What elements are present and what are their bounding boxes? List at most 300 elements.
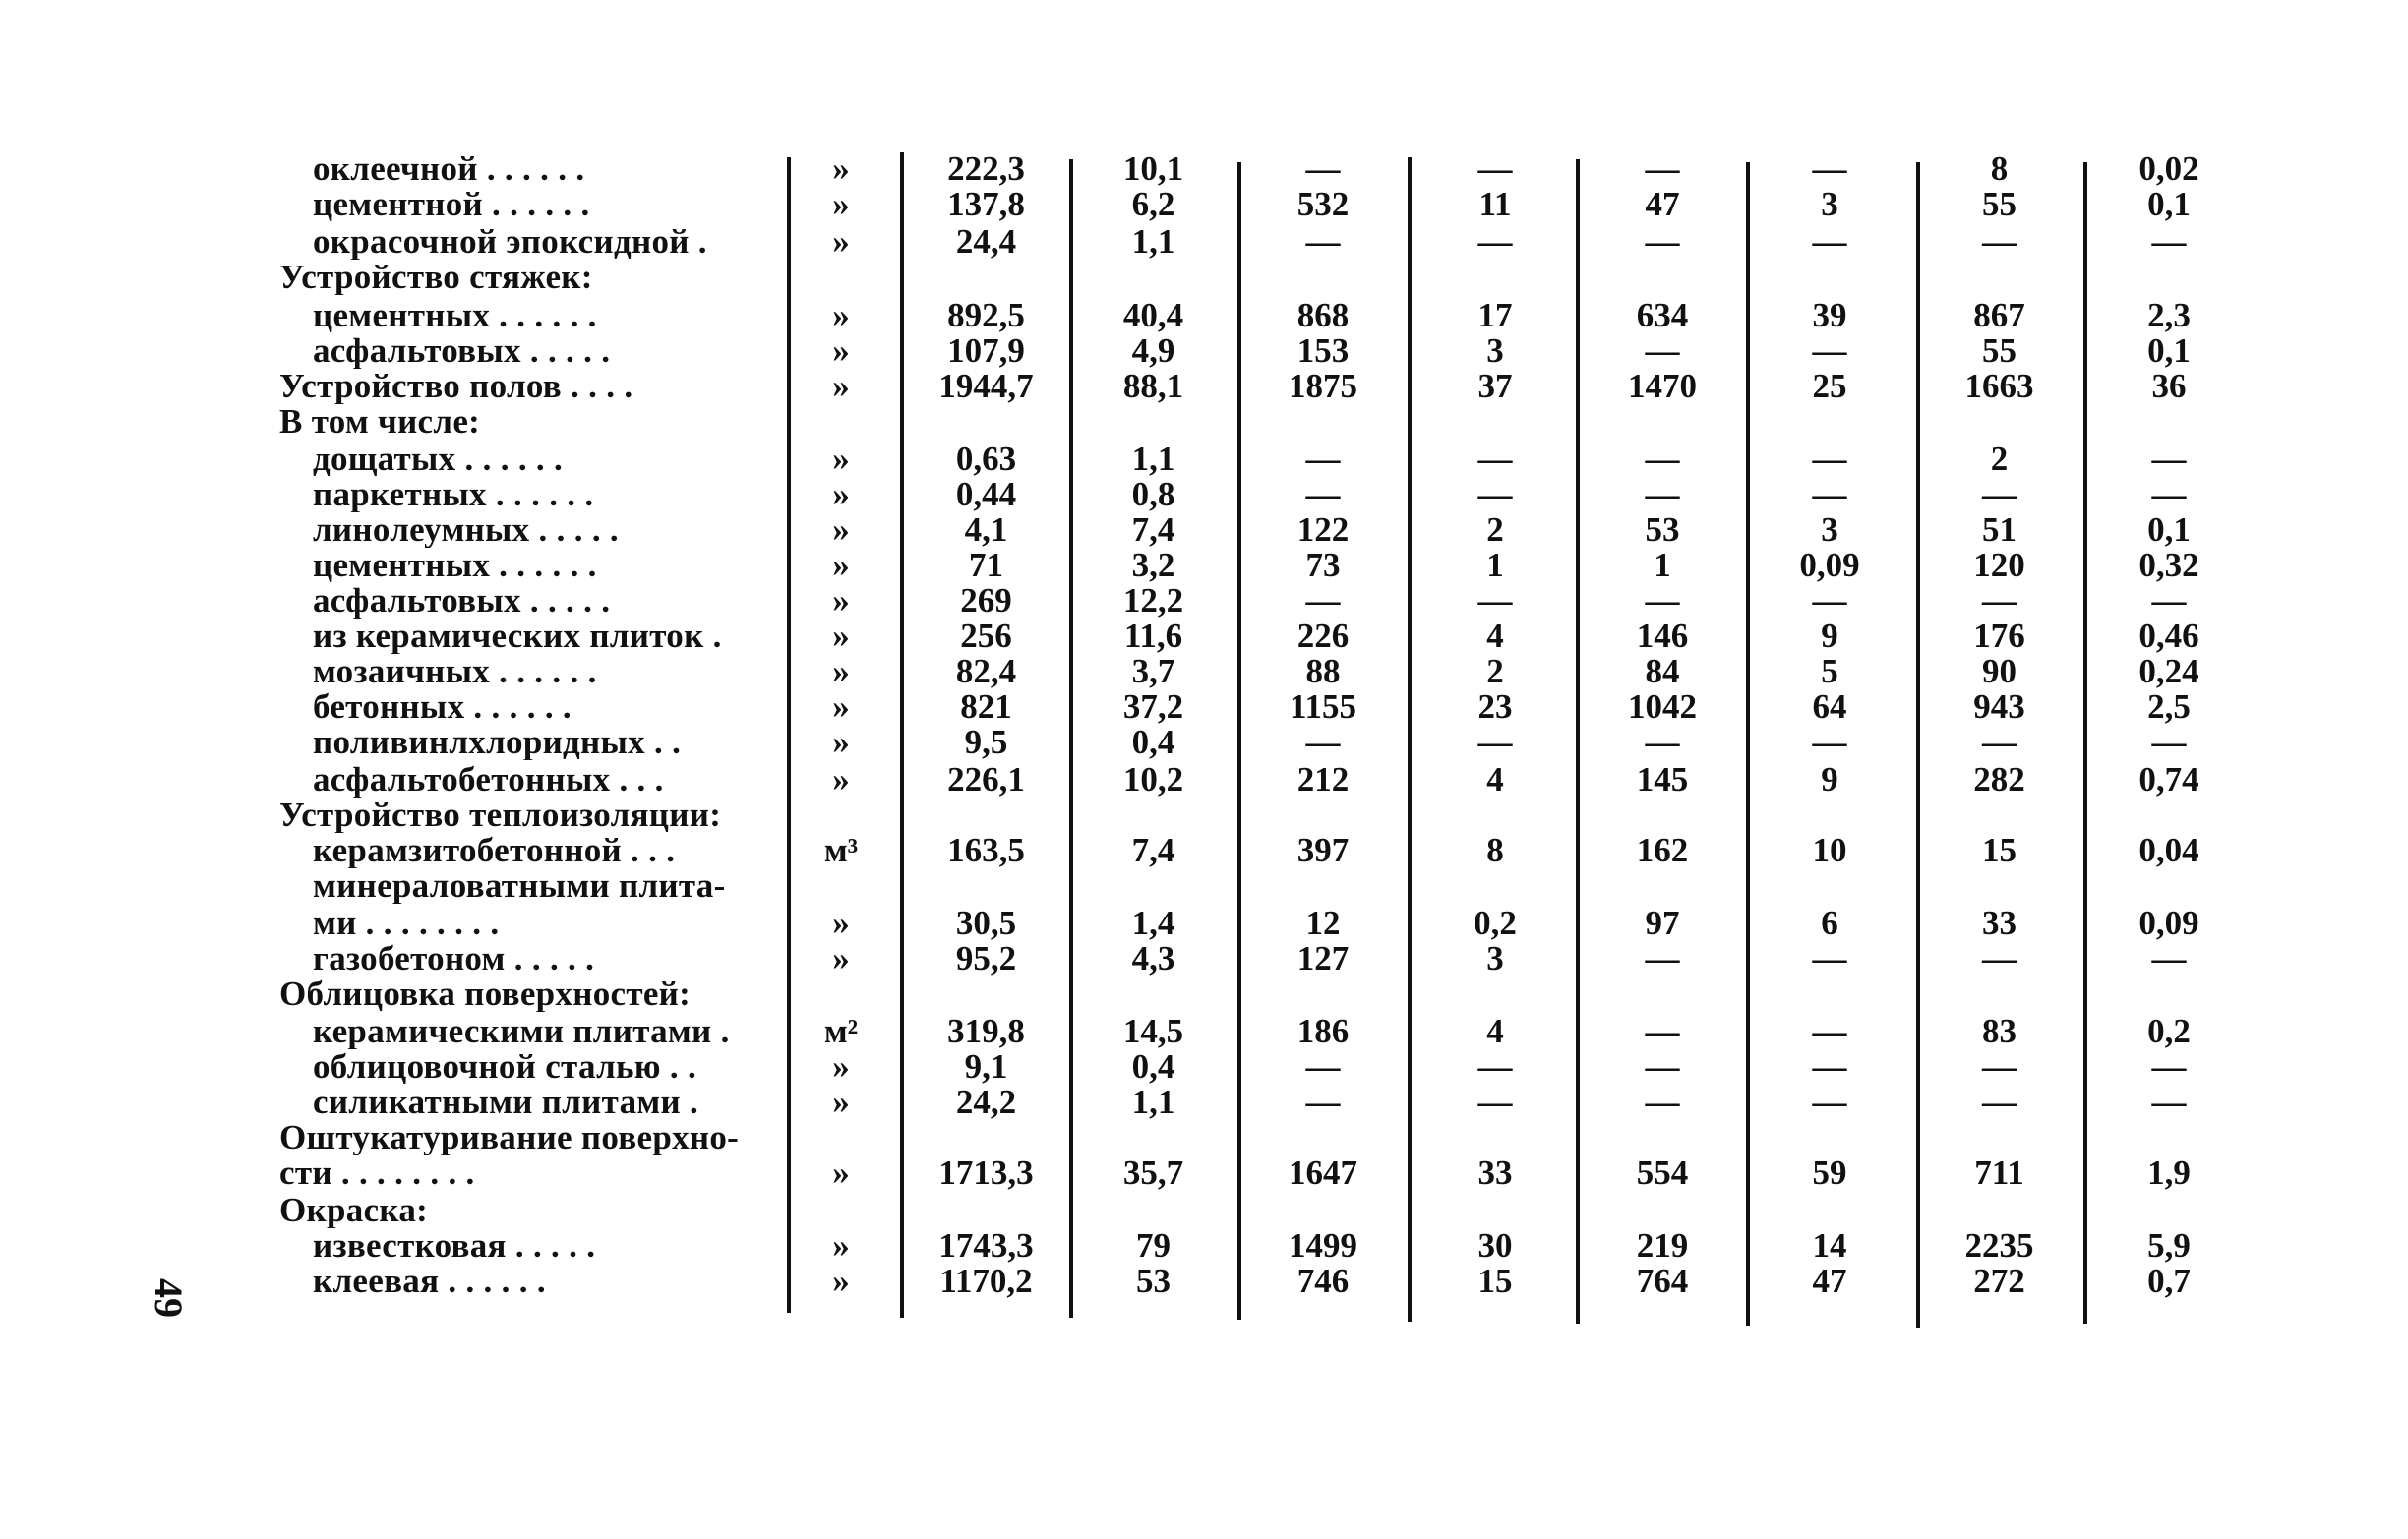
value-cell-col1: 1743,3: [938, 1226, 1034, 1265]
value-cell-col8: 0,74: [2138, 760, 2199, 799]
value-cell-col3: 153: [1296, 331, 1350, 370]
value-cell-col5: —: [1645, 581, 1680, 620]
value-cell-col8: [2090, 1193, 2248, 1228]
column-rule: [787, 157, 791, 1313]
value-cell-col2: 7,4: [1131, 510, 1175, 549]
value-cell-col1: 319,8: [947, 1012, 1025, 1050]
value-cell-col4: 8: [1486, 831, 1504, 869]
value-cell-col7: 867: [1973, 296, 2025, 334]
value-cell-col1: 82,4: [955, 652, 1017, 690]
table-row: [0, 1120, 2408, 1155]
unit-cell: »: [832, 723, 850, 761]
row-label: керамзитобетонной . . .: [313, 833, 676, 868]
value-cell-col3: [1239, 798, 1407, 833]
value-cell-col3: —: [1305, 222, 1341, 261]
unit-cell: [787, 1120, 895, 1155]
value-cell-col2: 14,5: [1122, 1012, 1184, 1050]
row-label: силикатными плитами .: [313, 1085, 699, 1120]
value-cell-col2: 40,4: [1122, 296, 1184, 334]
value-cell-col6: —: [1812, 222, 1847, 261]
value-cell-col4: —: [1477, 1047, 1513, 1086]
value-cell-col1: 1944,7: [938, 367, 1034, 405]
value-cell-col1: [905, 798, 1067, 833]
value-cell-col2: 35,7: [1122, 1154, 1184, 1192]
value-cell-col4: 33: [1477, 1154, 1513, 1192]
value-cell-col3: —: [1305, 723, 1341, 761]
value-cell-col8: 5,9: [2147, 1226, 2191, 1265]
value-cell-col6: [1746, 1120, 1913, 1155]
value-cell-col5: 634: [1636, 296, 1689, 334]
value-cell-col4: 4: [1486, 1012, 1504, 1050]
value-cell-col7: —: [1982, 939, 2017, 977]
value-cell-col5: 1470: [1628, 367, 1697, 405]
row-label: линолеумных . . . . .: [313, 512, 619, 548]
value-cell-col8: —: [2151, 475, 2187, 513]
value-cell-col2: [1072, 868, 1234, 904]
value-cell-col2: 88,1: [1122, 367, 1184, 405]
value-cell-col8: 0,7: [2147, 1262, 2191, 1300]
value-cell-col4: 23: [1477, 687, 1513, 726]
value-cell-col5: 162: [1636, 831, 1689, 869]
unit-cell: »: [832, 475, 850, 513]
value-cell-col4: —: [1477, 475, 1513, 513]
table-row: [0, 868, 2408, 904]
value-cell-col5: 764: [1636, 1262, 1689, 1300]
value-cell-col6: —: [1812, 723, 1847, 761]
value-cell-col7: 15: [1982, 831, 2017, 869]
value-cell-col5: 47: [1645, 185, 1680, 223]
value-cell-col6: [1746, 798, 1913, 833]
value-cell-col6: —: [1812, 581, 1847, 620]
value-cell-col1: 4,1: [964, 510, 1008, 549]
unit-cell: »: [832, 222, 850, 261]
value-cell-col7: 90: [1982, 652, 2017, 690]
column-rule: [1408, 157, 1412, 1322]
value-cell-col2: 4,3: [1131, 939, 1175, 977]
value-cell-col3: 746: [1296, 1262, 1350, 1300]
value-cell-col2: 6,2: [1131, 185, 1175, 223]
value-cell-col4: 2: [1486, 652, 1504, 690]
value-cell-col5: —: [1645, 222, 1680, 261]
row-label: паркетных . . . . . .: [313, 477, 594, 512]
value-cell-col4: —: [1477, 1083, 1513, 1121]
value-cell-col8: —: [2151, 1083, 2187, 1121]
row-label: асфальтовых . . . . .: [313, 583, 611, 619]
table-row: [0, 224, 2408, 260]
value-cell-col7: 943: [1973, 687, 2025, 726]
unit-cell: [787, 404, 895, 440]
value-cell-col1: 1713,3: [938, 1154, 1034, 1192]
table-row: [0, 906, 2408, 941]
value-cell-col5: [1579, 260, 1746, 295]
value-cell-col8: 0,32: [2138, 546, 2199, 584]
value-cell-col7: 2: [1990, 440, 2009, 478]
value-cell-col7: —: [1982, 1083, 2017, 1121]
value-cell-col5: 145: [1636, 760, 1689, 799]
value-cell-col6: 6: [1821, 904, 1838, 942]
value-cell-col3: 186: [1296, 1012, 1350, 1050]
value-cell-col8: 2,5: [2147, 687, 2191, 726]
value-cell-col7: —: [1982, 1047, 2017, 1086]
table-row: [0, 548, 2408, 583]
value-cell-col4: 4: [1486, 760, 1504, 799]
table-row: [0, 1193, 2408, 1228]
value-cell-col6: 47: [1812, 1262, 1847, 1300]
value-cell-col6: [1746, 868, 1913, 904]
page-number: 49: [147, 1278, 191, 1318]
value-cell-col1: [905, 977, 1067, 1012]
value-cell-col3: —: [1305, 149, 1341, 188]
unit-cell: »: [832, 904, 850, 942]
value-cell-col1: 9,1: [964, 1047, 1008, 1086]
table-row: [0, 442, 2408, 477]
table-row: [0, 619, 2408, 654]
value-cell-col5: [1579, 1120, 1746, 1155]
value-cell-col4: [1412, 868, 1579, 904]
value-cell-col4: 0,2: [1474, 904, 1517, 942]
row-label: клеевая . . . . . .: [313, 1264, 546, 1299]
table-row: [0, 260, 2408, 295]
value-cell-col7: 33: [1982, 904, 2017, 942]
table-row: [0, 977, 2408, 1012]
table-row: [0, 1155, 2408, 1191]
value-cell-col2: 10,1: [1122, 149, 1184, 188]
value-cell-col8: —: [2151, 440, 2187, 478]
value-cell-col6: 0,09: [1799, 546, 1860, 584]
row-label: поливинлхлоридных . .: [313, 725, 682, 760]
value-cell-col8: —: [2151, 723, 2187, 761]
table-row: [0, 941, 2408, 977]
column-rule: [1746, 162, 1750, 1326]
value-cell-col7: 120: [1973, 546, 2025, 584]
unit-cell: »: [832, 617, 850, 655]
value-cell-col7: [1918, 404, 2080, 440]
row-label: цементных . . . . . .: [313, 298, 597, 333]
unit-cell: м²: [823, 1012, 859, 1050]
unit-cell: [787, 798, 895, 833]
value-cell-col6: —: [1812, 1083, 1847, 1121]
value-cell-col5: 97: [1645, 904, 1680, 942]
row-label: В том числе:: [279, 404, 481, 440]
value-cell-col3: 127: [1296, 939, 1350, 977]
column-rule: [900, 152, 904, 1318]
value-cell-col4: —: [1477, 581, 1513, 620]
row-label: Окраска:: [279, 1193, 429, 1228]
value-cell-col5: [1579, 977, 1746, 1012]
value-cell-col1: 892,5: [947, 296, 1025, 334]
value-cell-col3: 212: [1296, 760, 1350, 799]
value-cell-col5: 219: [1636, 1226, 1689, 1265]
value-cell-col4: [1412, 1193, 1579, 1228]
table-row: [0, 583, 2408, 619]
unit-cell: »: [832, 581, 850, 620]
value-cell-col2: 0,4: [1131, 1047, 1175, 1086]
unit-cell: »: [832, 939, 850, 977]
value-cell-col2: 0,4: [1131, 723, 1175, 761]
table-row: [0, 512, 2408, 548]
unit-cell: »: [832, 760, 850, 799]
value-cell-col3: 1647: [1289, 1154, 1357, 1192]
value-cell-col3: 397: [1296, 831, 1350, 869]
value-cell-col2: 3,2: [1131, 546, 1175, 584]
value-cell-col6: 39: [1812, 296, 1847, 334]
value-cell-col3: [1239, 977, 1407, 1012]
table-row: [0, 187, 2408, 222]
value-cell-col5: —: [1645, 440, 1680, 478]
value-cell-col5: 53: [1645, 510, 1680, 549]
value-cell-col1: 137,8: [947, 185, 1025, 223]
unit-cell: »: [832, 510, 850, 549]
unit-cell: »: [832, 296, 850, 334]
table-row: [0, 833, 2408, 868]
value-cell-col7: 55: [1982, 331, 2017, 370]
value-cell-col7: 272: [1973, 1262, 2025, 1300]
value-cell-col7: 51: [1982, 510, 2017, 549]
value-cell-col4: —: [1477, 149, 1513, 188]
value-cell-col6: 14: [1812, 1226, 1847, 1265]
value-cell-col8: [2090, 404, 2248, 440]
value-cell-col2: 53: [1136, 1262, 1171, 1300]
row-label: минераловатными плита-: [313, 868, 726, 904]
value-cell-col6: —: [1812, 1012, 1847, 1050]
value-cell-col4: 4: [1486, 617, 1504, 655]
value-cell-col3: 88: [1305, 652, 1341, 690]
value-cell-col1: 9,5: [964, 723, 1008, 761]
column-rule: [2083, 162, 2087, 1324]
value-cell-col4: [1412, 260, 1579, 295]
value-cell-col6: [1746, 1193, 1913, 1228]
value-cell-col5: 84: [1645, 652, 1680, 690]
value-cell-col5: —: [1645, 331, 1680, 370]
row-label: газобетоном . . . . .: [313, 941, 595, 977]
value-cell-col3: —: [1305, 440, 1341, 478]
value-cell-col1: 95,2: [955, 939, 1017, 977]
value-cell-col2: 1,1: [1131, 1083, 1175, 1121]
value-cell-col2: 1,1: [1131, 440, 1175, 478]
value-cell-col6: [1746, 977, 1913, 1012]
row-label: облицовочной сталью . .: [313, 1049, 697, 1085]
value-cell-col6: —: [1812, 1047, 1847, 1086]
value-cell-col1: 71: [969, 546, 1003, 584]
value-cell-col7: 711: [1974, 1154, 2024, 1192]
value-cell-col2: 79: [1136, 1226, 1171, 1265]
value-cell-col4: 2: [1486, 510, 1504, 549]
table-row: [0, 1228, 2408, 1264]
row-label: цементных . . . . . .: [313, 548, 597, 583]
unit-cell: [787, 260, 895, 295]
value-cell-col7: [1918, 868, 2080, 904]
table-row: [0, 1014, 2408, 1049]
table-row: [0, 477, 2408, 512]
value-cell-col3: —: [1305, 1047, 1341, 1086]
value-cell-col7: —: [1982, 581, 2017, 620]
value-cell-col6: 64: [1812, 687, 1847, 726]
value-cell-col3: —: [1305, 581, 1341, 620]
value-cell-col8: [2090, 260, 2248, 295]
value-cell-col7: [1918, 977, 2080, 1012]
value-cell-col5: [1579, 1193, 1746, 1228]
value-cell-col3: 1499: [1289, 1226, 1357, 1265]
row-label: бетонных . . . . . .: [313, 689, 572, 725]
value-cell-col4: [1412, 977, 1579, 1012]
value-cell-col1: 269: [960, 581, 1012, 620]
value-cell-col3: 868: [1296, 296, 1350, 334]
unit-cell: [787, 1193, 895, 1228]
table-row: [0, 654, 2408, 689]
table-row: [0, 298, 2408, 333]
unit-cell: »: [832, 367, 850, 405]
value-cell-col8: —: [2151, 939, 2187, 977]
value-cell-col4: [1412, 798, 1579, 833]
row-label: Устройство полов . . . .: [279, 369, 633, 404]
value-cell-col6: —: [1812, 939, 1847, 977]
value-cell-col2: 37,2: [1122, 687, 1184, 726]
value-cell-col1: [905, 260, 1067, 295]
unit-cell: [787, 868, 895, 904]
value-cell-col7: [1918, 1120, 2080, 1155]
row-label: известковая . . . . .: [313, 1228, 596, 1264]
value-cell-col3: 1875: [1289, 367, 1357, 405]
value-cell-col5: —: [1645, 475, 1680, 513]
value-cell-col3: 73: [1305, 546, 1341, 584]
value-cell-col1: [905, 1120, 1067, 1155]
value-cell-col3: [1239, 1120, 1407, 1155]
value-cell-col2: 1,1: [1131, 222, 1175, 261]
row-label: оклеечной . . . . . .: [313, 151, 585, 187]
value-cell-col8: 0,46: [2138, 617, 2199, 655]
column-rule: [1237, 162, 1241, 1320]
row-label: цементной . . . . . .: [313, 187, 590, 222]
value-cell-col2: [1072, 1120, 1234, 1155]
value-cell-col1: 0,44: [955, 475, 1017, 513]
value-cell-col8: 36: [2151, 367, 2187, 405]
value-cell-col2: [1072, 977, 1234, 1012]
value-cell-col4: 11: [1478, 185, 1512, 223]
value-cell-col5: [1579, 404, 1746, 440]
row-label: окрасочной эпоксидной .: [313, 224, 707, 260]
value-cell-col4: 37: [1477, 367, 1513, 405]
value-cell-col5: [1579, 798, 1746, 833]
value-cell-col5: [1579, 868, 1746, 904]
value-cell-col1: 0,63: [955, 440, 1017, 478]
value-cell-col1: 1170,2: [939, 1262, 1033, 1300]
value-cell-col8: 1,9: [2147, 1154, 2191, 1192]
row-label: ми . . . . . . . .: [313, 906, 500, 941]
value-cell-col3: 1155: [1289, 687, 1357, 726]
table-row: [0, 151, 2408, 187]
value-cell-col1: 222,3: [947, 149, 1025, 188]
row-label: из керамических плиток .: [313, 619, 722, 654]
value-cell-col2: 0,8: [1131, 475, 1175, 513]
value-cell-col5: 1042: [1628, 687, 1697, 726]
value-cell-col6: 9: [1821, 617, 1838, 655]
value-cell-col8: [2090, 868, 2248, 904]
value-cell-col7: 282: [1973, 760, 2025, 799]
table-row: [0, 689, 2408, 725]
value-cell-col8: 2,3: [2147, 296, 2191, 334]
row-label: Устройство стяжек:: [279, 260, 593, 295]
value-cell-col1: [905, 868, 1067, 904]
row-label: мозаичных . . . . . .: [313, 654, 597, 689]
value-cell-col8: —: [2151, 222, 2187, 261]
value-cell-col6: —: [1812, 149, 1847, 188]
value-cell-col2: 12,2: [1122, 581, 1184, 620]
value-cell-col8: 0,2: [2147, 1012, 2191, 1050]
value-cell-col6: [1746, 404, 1913, 440]
value-cell-col6: 5: [1821, 652, 1838, 690]
column-rule: [1916, 162, 1920, 1328]
value-cell-col4: 15: [1477, 1262, 1513, 1300]
value-cell-col3: 532: [1296, 185, 1350, 223]
value-cell-col4: —: [1477, 723, 1513, 761]
value-cell-col6: 10: [1812, 831, 1847, 869]
value-cell-col5: —: [1645, 1012, 1680, 1050]
value-cell-col4: 30: [1477, 1226, 1513, 1265]
value-cell-col7: [1918, 798, 2080, 833]
value-cell-col2: [1072, 1193, 1234, 1228]
table-row: [0, 369, 2408, 404]
unit-cell: »: [832, 1262, 850, 1300]
value-cell-col6: 25: [1812, 367, 1847, 405]
row-label: асфальтобетонных . . .: [313, 762, 664, 798]
table-row: [0, 1085, 2408, 1120]
value-cell-col5: 146: [1636, 617, 1689, 655]
value-cell-col2: 1,4: [1131, 904, 1175, 942]
row-label: сти . . . . . . . .: [279, 1155, 475, 1191]
column-rule: [1576, 159, 1580, 1324]
value-cell-col8: 0,24: [2138, 652, 2199, 690]
value-cell-col8: [2090, 1120, 2248, 1155]
value-cell-col7: 83: [1982, 1012, 2017, 1050]
value-cell-col4: 17: [1477, 296, 1513, 334]
value-cell-col2: 7,4: [1131, 831, 1175, 869]
unit-cell: »: [832, 652, 850, 690]
unit-cell: »: [832, 1083, 850, 1121]
value-cell-col3: —: [1305, 475, 1341, 513]
value-cell-col6: [1746, 260, 1913, 295]
unit-cell: м³: [823, 831, 859, 869]
unit-cell: »: [832, 440, 850, 478]
table-row: [0, 1264, 2408, 1299]
value-cell-col7: 1663: [1964, 367, 2034, 405]
table-row: [0, 725, 2408, 760]
unit-cell: »: [832, 149, 850, 188]
table-row: [0, 762, 2408, 798]
value-cell-col6: —: [1812, 331, 1847, 370]
value-cell-col4: 1: [1486, 546, 1504, 584]
value-cell-col3: 122: [1296, 510, 1350, 549]
value-cell-col8: 0,1: [2147, 331, 2191, 370]
value-cell-col6: 3: [1821, 185, 1838, 223]
value-cell-col3: 226: [1296, 617, 1350, 655]
row-label: дощатых . . . . . .: [313, 442, 564, 477]
value-cell-col4: [1412, 1120, 1579, 1155]
unit-cell: »: [832, 546, 850, 584]
value-cell-col1: 821: [960, 687, 1012, 726]
value-cell-col5: —: [1645, 1083, 1680, 1121]
unit-cell: »: [832, 1226, 850, 1265]
value-cell-col1: [905, 1193, 1067, 1228]
value-cell-col3: [1239, 868, 1407, 904]
value-cell-col4: 3: [1486, 939, 1504, 977]
value-cell-col6: 3: [1821, 510, 1838, 549]
value-cell-col1: [905, 404, 1067, 440]
value-cell-col8: —: [2151, 581, 2187, 620]
unit-cell: »: [832, 1047, 850, 1086]
row-label: керамическими плитами .: [313, 1014, 730, 1049]
value-cell-col2: 4,9: [1131, 331, 1175, 370]
unit-cell: »: [832, 687, 850, 726]
